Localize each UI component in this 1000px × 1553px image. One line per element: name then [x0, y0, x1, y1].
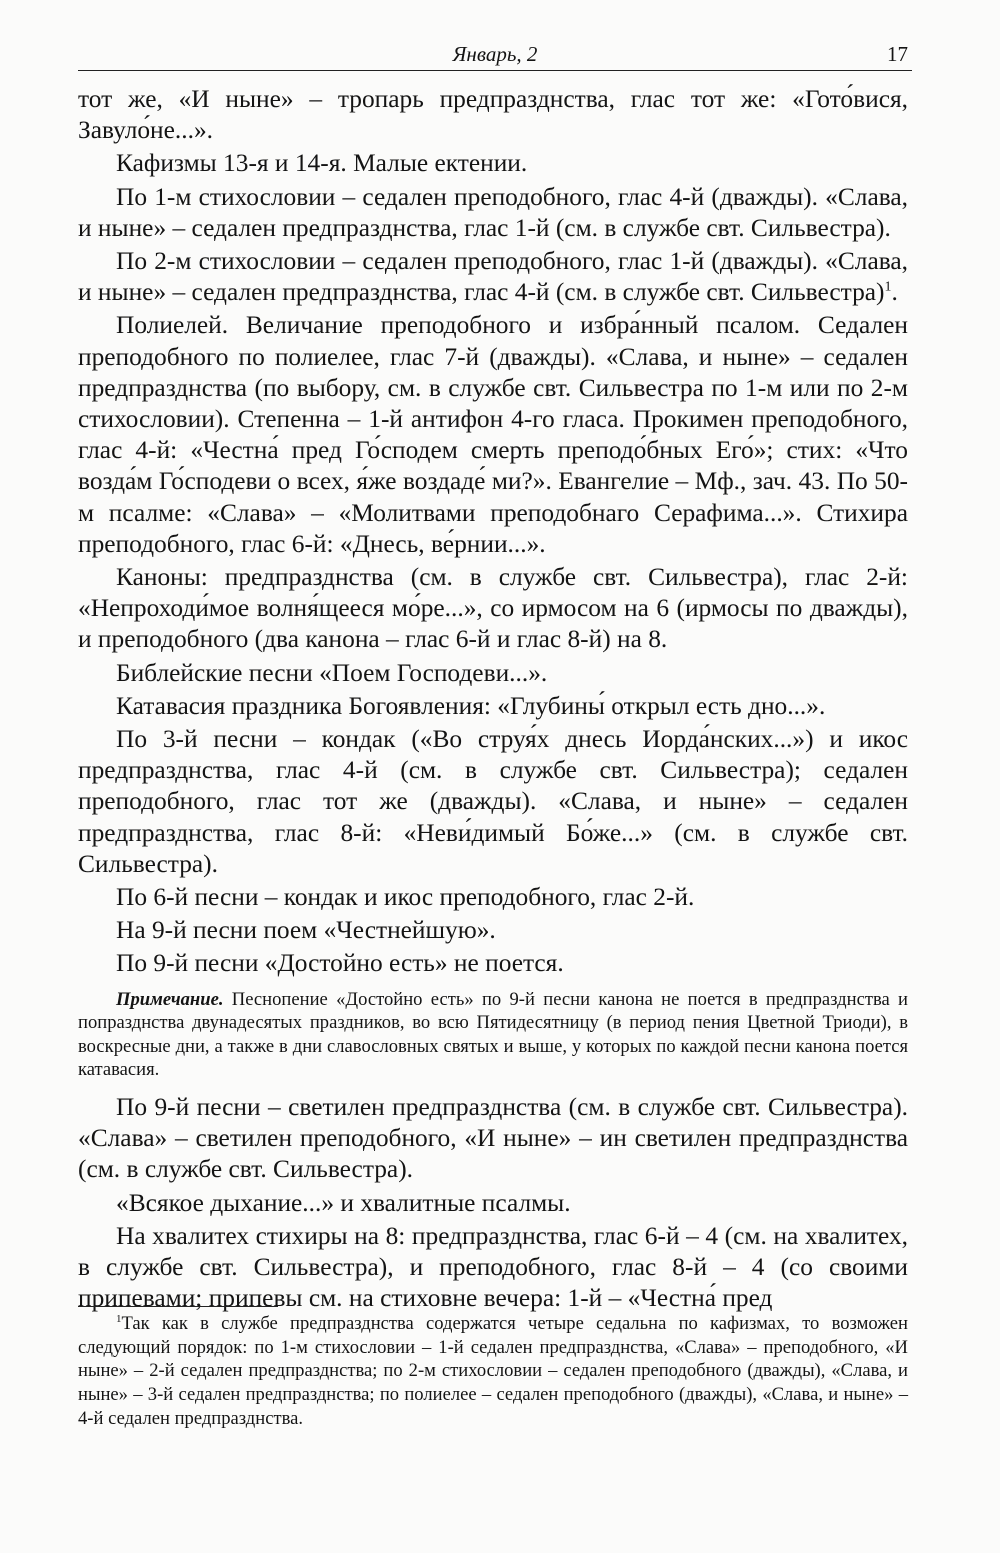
footnote-marker: 1	[116, 1312, 122, 1325]
paragraph-3: По 1-м стихословии – седален преподобного, глас 4-й (дважды). «Слава, и ныне» – седален предпразднства, глас 1-й (см. в службе свт. Сильвестра).	[78, 182, 908, 242]
paragraph-15: На хвалитех стихиры на 8: предпразднства, глас 6-й – 4 (см. на хвалитех, в службе свт. Сильвестра), и преподобного, глас 8-й – 4 (со своими припевами; припевы см. на стиховне вечера: 1-й – «Честна́ пред	[78, 1221, 908, 1313]
paragraph-12: По 9-й песни «Достойно есть» не поется.	[116, 949, 564, 978]
paragraph-13: По 9-й песни – светилен предпразднства (см. в службе свт. Сильвестра). «Слава» – светилен преподобного, «И ныне» – ин светилен предпразднства (см. в службе свт. Сильвестра).	[78, 1093, 908, 1184]
paragraph-1: тот же, «И ныне» – тропарь предпразднства, глас тот же: «Гото́вися, Завуло́не...».	[78, 85, 908, 145]
paragraph-10: По 6-й песни – кондак и икос преподобного, глас 2-й.	[116, 883, 695, 912]
paragraph-9: По 3-й песни – кондак («Во струя́х днесь Иорда́нских...») и икос предпразднства, глас 4-й (см. в службе свт. Сильвестра); седален преподобного, глас тот же (дважды). «Слава, и ныне» – седален предпразднства, глас 8-й: «Неви́димый Бо́же...» (см. в службе свт. Сильвестра).	[78, 725, 908, 878]
running-header	[78, 40, 912, 71]
paragraph-6: Каноны: предпразднства (см. в службе свт. Сильвестра), глас 2-й: «Непроходи́мое волня́щееся мо́ре...», со ирмосом на 6 (ирмосы по дважды), и преподобного (два канона – глас 6-й и глас 8-й) на 8.	[78, 563, 908, 654]
note-block	[78, 988, 908, 1082]
paragraph-2: Кафизмы 13-я и 14-я. Малые ектении.	[116, 149, 528, 178]
note-text: Песнопение «Достойно есть» по 9-й песни канона не поется в предпразднства и попразднства двунадесятых праздников, во всю Пятидесятницу (в период пения Цветной Триоди), в воскресные дни, а также в дни славословных святых и выше, у которых по каждой песни канона поется катавасия.	[78, 988, 908, 1081]
paragraph-8: Катавасия праздника Богоявления: «Глубины́ открыл есть дно...».	[116, 691, 826, 720]
footnote-reference[interactable]: 1	[884, 279, 892, 295]
footnote	[78, 1312, 908, 1431]
footnote-text: Так как в службе предпразднства содержатся четыре седальна по кафизмах, то возможен следующий порядок: по 1-м стихословии – 1-й седален предпразднства, «Слава» – преподобного, «И ныне» – 2-й седален предпразднства; по 2-м стихословии – седален преподобного (дважды), «Слава, и ныне» – 3-й седален предпразднства; по полиелее – седален преподобного (дважды), «Слава, и ныне» – 4-й седален предпразднства.	[78, 1313, 908, 1429]
paragraph-4-text: По 2-м стихословии – седален преподобного, глас 1-й (дважды). «Слава, и ныне» – седален предпразднства, глас 4-й (см. в службе свт. Сильвестра)	[78, 247, 908, 307]
paragraph-7: Библейские песни «Поем Господеви...».	[116, 658, 548, 687]
footnote-divider	[78, 1306, 278, 1307]
paragraph-14: «Всякое дыхание...» и хвалитные псалмы.	[116, 1188, 571, 1217]
paragraph-4-end: .	[891, 278, 898, 307]
paragraph-4	[78, 246, 908, 308]
paragraph-5: Полиелей. Величание преподобного и избра́нный псалом. Седален преподобного по полиелее, глас 7-й (дважды). «Слава, и ныне» – седален предпразднства (по выбору, см. в службе свт. Сильвестра по 1-м или по 2-м стихословии). Степенна – 1-й антифон 4-го гласа. Прокимен преподобного, глас 4-й: «Честна́ пред Го́сподем смерть преподо́бных Его́»; стих: «Что возда́м Го́сподеви о всех, я́же воздаде́ ми?». Евангелие – Мф., зач. 43. По 50-м псалме: «Слава» – «Молитвами преподобнаго Серафима...». Стихира преподобного, глас 6-й: «Днесь, ве́рнии...».	[78, 311, 908, 558]
note-label: Примечание.	[116, 988, 224, 1010]
page-number: 17	[887, 42, 908, 66]
main-text	[78, 84, 908, 1316]
paragraph-11: На 9-й песни поем «Честнейшую».	[116, 916, 496, 945]
running-title: Январь, 2	[452, 42, 538, 66]
